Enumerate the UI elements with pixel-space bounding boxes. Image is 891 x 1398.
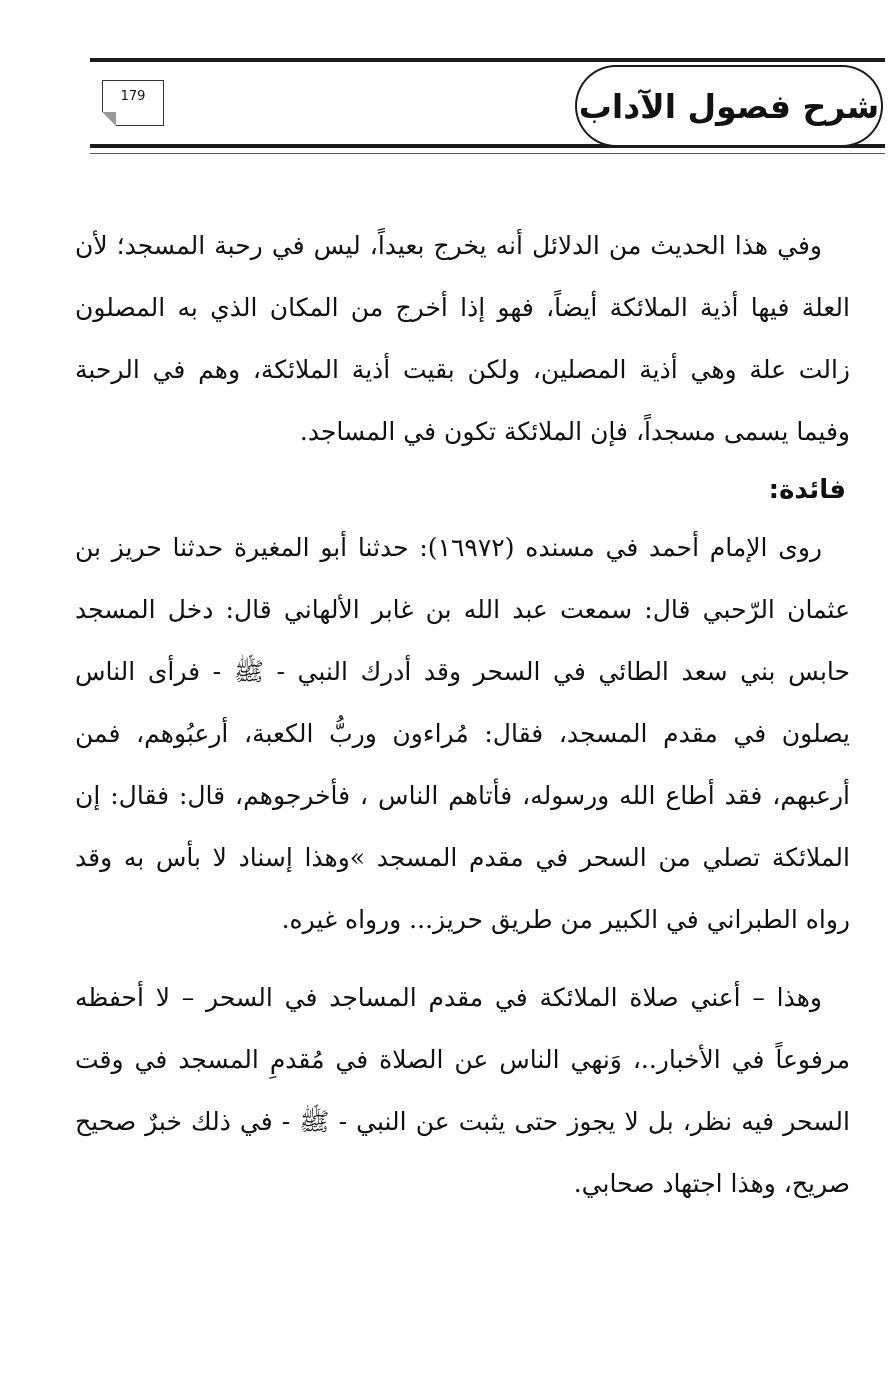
header-thin-rule [90,153,885,154]
header-top-rule [90,58,885,62]
section-heading: فائدة: [768,475,846,505]
page-body [75,215,850,1215]
book-title: شرح فصول الآداب [578,86,880,126]
paragraph-commentary: وفي هذا الحديث من الدلائل أنه يخرج بعيداً، ليس في رحبة المسجد؛ لأن العلة فيها أذية الملائكة أيضاً، فهو إذا أخرج من المكان الذي به المصلون زالت علة وهي أذية المصلين، ولكن بقيت أذية الملائكة، وهم في الرحبة وفيما يسمى مسجداً، فإن الملائكة تكون في المساجد. [75,231,850,446]
page-curl-icon [102,112,116,126]
page-number-box [102,80,164,126]
title-capsule [575,65,883,147]
paragraph-hadith: روى الإمام أحمد في مسنده (١٦٩٧٢): حدثنا أبو المغيرة حدثنا حريز بن عثمان الرّحبي قال: سمعت عبد الله بن غابر الألهاني قال: دخل المسجد حابس بني سعد الطائي في السحر وقد أدرك النبي - ﷺ - فرأى الناس يصلون في مقدم المسجد، فقال: مُراءون وربُّ الكعبة، أرعبُوهم، فمن أرعبهم، فقد أطاع الله ورسوله، فأتاهم الناس ، فأخرجوهم، قال: فقال: إن الملائكة تصلي من السحر في مقدم المسجد »وهذا إسناد لا بأس به وقد رواه الطبراني في الكبير من طريق حريز... ورواه غيره. [75,533,850,934]
paragraph-conclusion: وهذا – أعني صلاة الملائكة في مقدم المساجد في السحر – لا أحفظه مرفوعاً في الأخبار..، وَنهي الناس عن الصلاة في مُقدمِ المسجد في وقت السحر فيه نظر، بل لا يجوز حتى يثبت عن النبي - ﷺ - في ذلك خبرٌ صحيح صريح، وهذا اجتهاد صحابي. [75,983,850,1198]
page-number: 179 [120,89,146,104]
page-header [90,58,885,154]
